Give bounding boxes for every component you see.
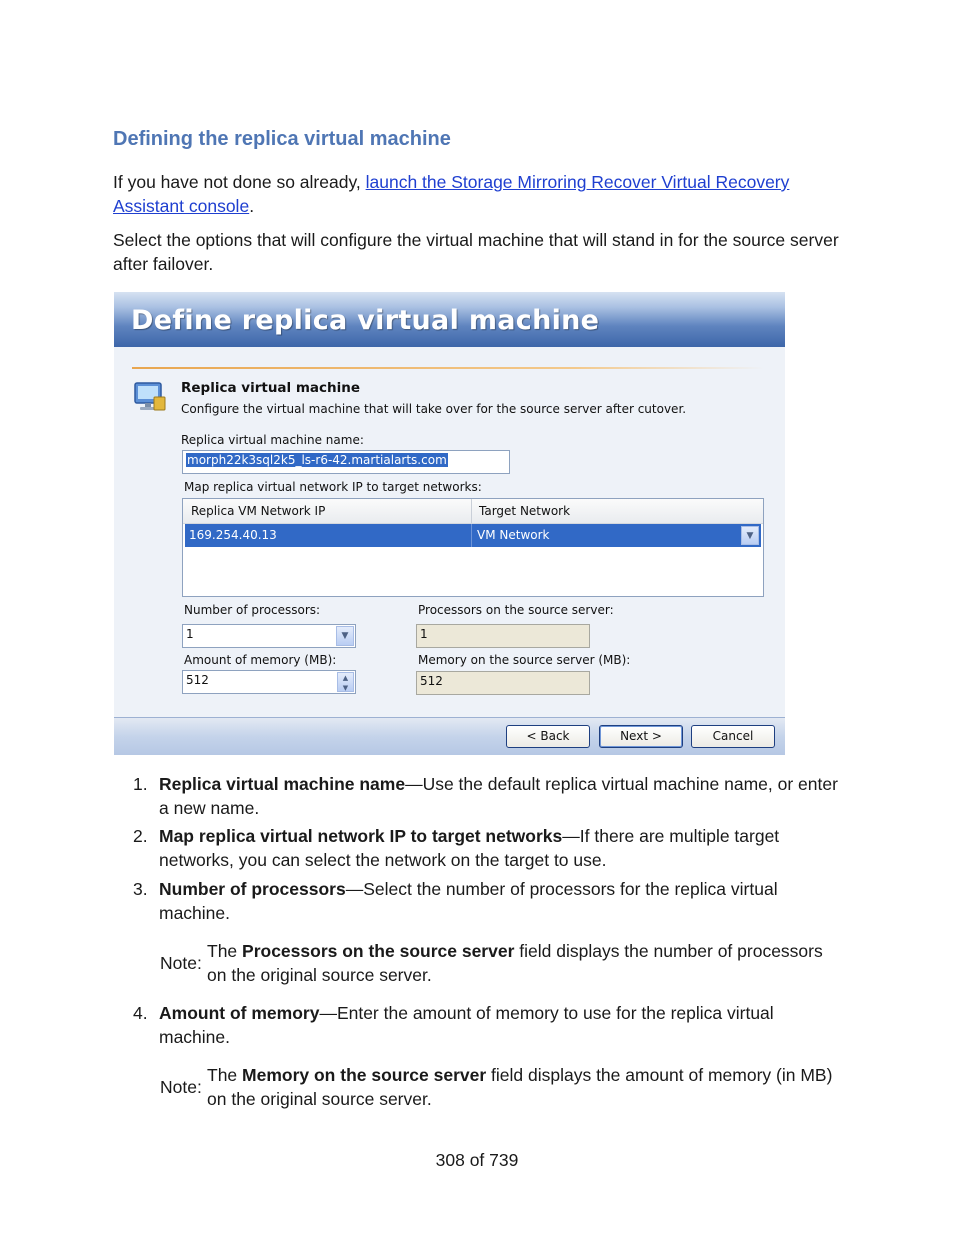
memory-label: Amount of memory (MB): — [184, 653, 337, 667]
wizard-header — [114, 292, 785, 347]
note-term: Memory on the source server — [242, 1065, 487, 1085]
grid-header-network: Target Network — [479, 504, 571, 518]
section-description: Configure the virtual machine that will take over for the source server after cutover. — [181, 402, 687, 416]
replica-name-value: morph22k3sql2k5_ls-r6-42.martialarts.com — [187, 453, 447, 467]
step-number: 1. — [133, 774, 148, 794]
step-text — [159, 878, 843, 925]
step-term: Replica virtual machine name — [159, 774, 406, 794]
page-title: Defining the replica virtual machine — [113, 128, 451, 150]
note-body — [207, 940, 847, 987]
back-button[interactable]: < Back — [506, 725, 590, 748]
grid-column-divider — [471, 499, 472, 523]
intro-suffix: . — [249, 195, 255, 216]
grid-row-divider — [471, 524, 472, 547]
source-memory-field — [416, 671, 590, 695]
step-description: —If there are multiple target networks, you can select the network on the target to use. — [159, 826, 780, 870]
grid-header — [183, 499, 763, 524]
note-text: field displays the number of processors on the original source server. — [207, 941, 823, 985]
grid-cell-ip: 169.254.40.13 — [189, 528, 277, 542]
step-text — [159, 1002, 843, 1049]
note-text: field displays the amount of memory (in MB) on the original source server. — [207, 1065, 833, 1109]
page-number: 308 of 739 — [435, 1150, 519, 1170]
spin-up-icon[interactable]: ▲ — [342, 674, 349, 682]
step-text — [159, 825, 843, 872]
replica-name-input[interactable] — [182, 450, 510, 474]
memory-stepper[interactable] — [182, 670, 356, 694]
source-memory-value: 512 — [420, 674, 443, 688]
virtual-machine-icon — [132, 379, 168, 415]
spin-down-icon[interactable]: ▼ — [342, 684, 349, 692]
processors-dropdown-button[interactable] — [336, 626, 354, 646]
target-network-dropdown[interactable] — [741, 526, 759, 545]
step-description: —Enter the amount of memory to use for the replica virtual machine. — [159, 1003, 774, 1047]
step-number: 4. — [133, 1003, 148, 1023]
console-link[interactable]: launch the Storage Mirroring Recover Virtual Recovery Assistant console — [113, 172, 790, 216]
memory-spin-buttons[interactable] — [337, 672, 354, 692]
processors-label: Number of processors: — [184, 603, 321, 617]
chevron-down-icon: ▼ — [341, 631, 349, 641]
source-processors-value: 1 — [420, 627, 428, 641]
intro-prefix: If you have not done so already, — [113, 172, 366, 192]
step-number: 2. — [133, 826, 148, 846]
chevron-down-icon: ▼ — [746, 530, 754, 541]
processors-select[interactable] — [182, 624, 356, 648]
step-term: Number of processors — [159, 879, 346, 899]
step-description: —Use the default replica virtual machine name, or enter a new name. — [159, 774, 838, 818]
wizard-screenshot — [114, 292, 785, 755]
network-map-grid[interactable] — [182, 498, 764, 597]
note-label: Note: — [160, 953, 202, 973]
map-label: Map replica virtual network IP to target networks: — [184, 480, 482, 494]
note-prefix: The — [207, 1065, 243, 1085]
section-title: Replica virtual machine — [181, 380, 361, 396]
step-text — [159, 773, 843, 820]
wizard-footer — [114, 717, 785, 755]
grid-cell-network: VM Network — [477, 528, 550, 542]
section-divider — [132, 367, 764, 369]
step-number: 3. — [133, 879, 148, 899]
instructions-paragraph: Select the options that will configure the virtual machine that will stand in for the source server after failover. — [113, 230, 839, 274]
step-term: Amount of memory — [159, 1003, 320, 1023]
note-body — [207, 1064, 847, 1111]
processors-value: 1 — [186, 627, 194, 641]
grid-header-ip: Replica VM Network IP — [191, 504, 326, 518]
memory-value: 512 — [186, 673, 209, 687]
source-processors-label: Processors on the source server: — [418, 603, 614, 617]
name-label: Replica virtual machine name: — [181, 433, 364, 447]
cancel-button[interactable]: Cancel — [691, 725, 775, 748]
source-memory-label: Memory on the source server (MB): — [418, 653, 631, 667]
note-label: Note: — [160, 1077, 202, 1097]
source-processors-field — [416, 624, 590, 648]
step-term: Map replica virtual network IP to target networks — [159, 826, 563, 846]
next-button[interactable]: Next > — [599, 725, 683, 748]
note-term: Processors on the source server — [242, 941, 515, 961]
wizard-header-title: Define replica virtual machine — [131, 305, 600, 336]
table-row[interactable] — [185, 524, 761, 547]
step-description: —Select the number of processors for the replica virtual machine. — [159, 879, 778, 923]
note-prefix: The — [207, 941, 243, 961]
intro-paragraph — [113, 171, 853, 218]
